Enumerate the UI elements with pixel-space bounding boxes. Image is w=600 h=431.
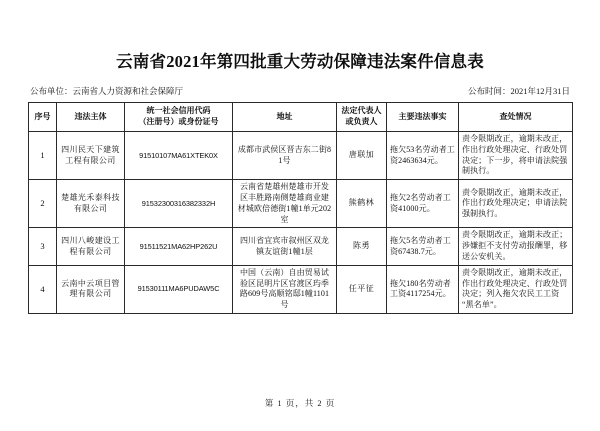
cell-subject: 四川民天下建筑工程有限公司 <box>57 131 125 179</box>
cell-representative: 陈勇 <box>337 228 387 265</box>
cell-action: 责令限期改正，逾期未改正，作出行政处理决定、行政处罚决定；列入拖欠农民工工资“黑名单”。 <box>459 265 573 313</box>
cell-action: 责令限期改正，逾期未改正，作出行政处理决定、行政处罚决定；下一步，将申请法院强制执行。 <box>459 131 573 179</box>
column-header-subject: 违法主体 <box>57 102 125 131</box>
column-header-representative <box>337 102 387 131</box>
cell-no: 2 <box>29 180 57 228</box>
table-body <box>29 131 573 313</box>
cell-action: 责令限期改正，逾期未改正；涉嫌拒不支付劳动报酬罪，移送公安机关。 <box>459 228 573 265</box>
column-header-no: 序号 <box>29 102 57 131</box>
column-header-code-line1: 统一社会信用代码 <box>146 106 211 116</box>
cell-fact: 拖欠5名劳动者工资67438.7元。 <box>387 228 459 265</box>
table-row <box>29 265 573 313</box>
publisher-label: 公布单位：云南省人力资源和社会保障厅 <box>30 85 184 96</box>
column-header-representative-line1: 法定代表人 <box>341 106 382 116</box>
page-footer: 第 1 页，共 2 页 <box>264 398 336 408</box>
cell-address: 云南省楚雄州楚雄市开发区丰胜路南侧楚雄商业建材城欧倍德街1幢1单元202室 <box>233 180 337 228</box>
table-row <box>29 180 573 228</box>
cell-subject: 楚雄光禾泰科技有限公司 <box>57 180 125 228</box>
cell-representative: 熊鹤林 <box>337 180 387 228</box>
column-header-address: 地址 <box>233 102 337 131</box>
document-meta <box>0 72 600 96</box>
cell-subject: 云南中云项目管理有限公司 <box>57 265 125 313</box>
column-header-code-line2: （注册号）或身份证号 <box>138 116 219 126</box>
cell-fact: 拖欠53名劳动者工资2463634元。 <box>387 131 459 179</box>
cell-address: 四川省宜宾市叙州区双龙镇友谊街1幢1层 <box>233 228 337 265</box>
cell-code: 91511521MA62HP262U <box>125 228 233 265</box>
page-title: 云南省2021年第四批重大劳动保障违法案件信息表 <box>116 52 484 71</box>
cell-no: 4 <box>29 265 57 313</box>
cell-code: 91532300316382332H <box>125 180 233 228</box>
cell-representative: 唐联加 <box>337 131 387 179</box>
cell-fact: 拖欠180名劳动者工资4117254元。 <box>387 265 459 313</box>
table-container <box>0 96 600 314</box>
cell-code: 91530111MA6PUDAW5C <box>125 265 233 313</box>
cell-address: 中国（云南）自由贸易试验区昆明片区官渡区玙季路609号高顺铭邸1幢1101号 <box>233 265 337 313</box>
table-header-row <box>29 102 573 131</box>
column-header-code <box>125 102 233 131</box>
table-head <box>29 102 573 131</box>
publish-date-label: 公布时间：2021年12月31日 <box>467 85 570 96</box>
table-row <box>29 228 573 265</box>
column-header-action: 查处情况 <box>459 102 573 131</box>
table-row <box>29 131 573 179</box>
cell-address: 成都市武侯区晋吉东二街81号 <box>233 131 337 179</box>
cell-code: 91510107MA61XTEK0X <box>125 131 233 179</box>
cell-action: 责令限期改正，逾期未改正，作出行政处理决定；申请法院强制执行。 <box>459 180 573 228</box>
cell-no: 3 <box>29 228 57 265</box>
column-header-representative-line2: 或负责人 <box>345 116 378 126</box>
column-header-fact: 主要违法事实 <box>387 102 459 131</box>
cell-fact: 拖欠2名劳动者工资41000元。 <box>387 180 459 228</box>
cell-subject: 四川八峻建设工程有限公司 <box>57 228 125 265</box>
cell-no: 1 <box>29 131 57 179</box>
cell-representative: 任平征 <box>337 265 387 313</box>
violation-cases-table <box>28 102 573 314</box>
